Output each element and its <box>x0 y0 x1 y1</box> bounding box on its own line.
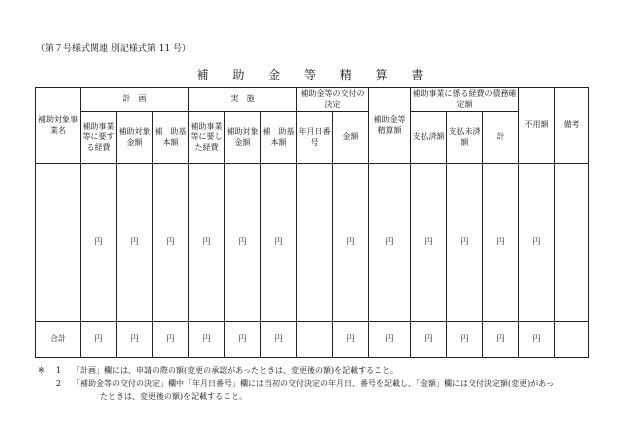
actual-base-amount-cell[interactable]: 円 <box>261 164 297 322</box>
total-remarks-cell[interactable] <box>555 322 589 358</box>
header-actual-cost: 補助事業等に要した経費 <box>189 112 225 164</box>
plan-target-amount-cell[interactable]: 円 <box>117 164 153 322</box>
note-1-text: 「計画」欄には、申請の際の額(変更の承認があったときは、変更後の額)を記載すること。 <box>72 366 399 375</box>
header-obligation-total: 計 <box>483 112 519 164</box>
settlement-amount-cell[interactable]: 円 <box>369 164 411 322</box>
form-reference: （第７号様式関連 別記様式第 11 号） <box>36 44 192 54</box>
header-target-project: 補助対象事業名 <box>36 88 81 164</box>
header-unused-amount: 不用額 <box>519 88 555 164</box>
total-decision-date-number-cell[interactable] <box>297 322 333 358</box>
page-title: 補 助 金 等 精 算 書 <box>196 68 434 82</box>
note-2-continuation: たときは、変更後の額)を記載すること。 <box>100 392 248 401</box>
project-name-cell[interactable] <box>36 164 81 322</box>
obligation-total-cell[interactable]: 円 <box>483 164 519 322</box>
total-plan-base-amount-cell[interactable]: 円 <box>153 322 189 358</box>
total-unused-amount-cell[interactable]: 円 <box>519 322 555 358</box>
decision-amount-cell[interactable]: 円 <box>333 164 369 322</box>
actual-target-amount-cell[interactable]: 円 <box>225 164 261 322</box>
total-actual-base-amount-cell[interactable]: 円 <box>261 322 297 358</box>
note-2-number: 2 <box>56 379 62 388</box>
header-unpaid-amount: 支払未済額 <box>447 112 483 164</box>
header-plan-cost: 補助事業等に要する経費 <box>81 112 117 164</box>
note-2-text: 「補助金等の交付の決定」欄中「年月日番号」欄には当初の交付決定の年月日、番号を記載し、「金額」欄には交付決定額(変更)があっ <box>72 379 555 388</box>
header-obligation-amount: 補助事業に係る経費の債務確定額 <box>411 88 519 112</box>
header-plan-base-amount: 補 助基本額 <box>153 112 189 164</box>
note-mark: ※ <box>38 366 45 375</box>
plan-cost-cell[interactable]: 円 <box>81 164 117 322</box>
settlement-table <box>35 87 589 358</box>
header-remarks: 備考 <box>555 88 589 164</box>
header-paid-amount: 支払済額 <box>411 112 447 164</box>
total-plan-cost-cell[interactable]: 円 <box>81 322 117 358</box>
remarks-cell[interactable] <box>555 164 589 322</box>
header-decision-amount: 金額 <box>333 112 369 164</box>
total-paid-amount-cell[interactable]: 円 <box>411 322 447 358</box>
decision-date-number-cell[interactable] <box>297 164 333 322</box>
note-1-number: 1 <box>56 366 62 375</box>
header-decision-date-number: 年月日番号 <box>297 112 333 164</box>
total-actual-cost-cell[interactable]: 円 <box>189 322 225 358</box>
total-row <box>36 322 589 358</box>
note-2 <box>38 377 598 390</box>
header-grant-decision: 補助金等の交付の決定 <box>297 88 369 112</box>
total-unpaid-amount-cell[interactable]: 円 <box>447 322 483 358</box>
total-obligation-total-cell[interactable]: 円 <box>483 322 519 358</box>
total-decision-amount-cell[interactable]: 円 <box>333 322 369 358</box>
header-settlement-amount: 補助金等精算額 <box>369 88 411 164</box>
paid-amount-cell[interactable]: 円 <box>411 164 447 322</box>
plan-base-amount-cell[interactable]: 円 <box>153 164 189 322</box>
header-actual-target-amount: 補助対象金額 <box>225 112 261 164</box>
total-plan-target-amount-cell[interactable]: 円 <box>117 322 153 358</box>
total-label: 合計 <box>36 322 81 358</box>
header-actual-base-amount: 補 助基本額 <box>261 112 297 164</box>
table-row <box>36 164 589 322</box>
header-actual: 実 施 <box>189 88 297 112</box>
unused-amount-cell[interactable]: 円 <box>519 164 555 322</box>
total-settlement-amount-cell[interactable]: 円 <box>369 322 411 358</box>
note-1 <box>38 364 598 377</box>
total-actual-target-amount-cell[interactable]: 円 <box>225 322 261 358</box>
notes <box>38 364 598 403</box>
actual-cost-cell[interactable]: 円 <box>189 164 225 322</box>
header-plan: 計 画 <box>81 88 189 112</box>
header-plan-target-amount: 補助対象金額 <box>117 112 153 164</box>
unpaid-amount-cell[interactable]: 円 <box>447 164 483 322</box>
